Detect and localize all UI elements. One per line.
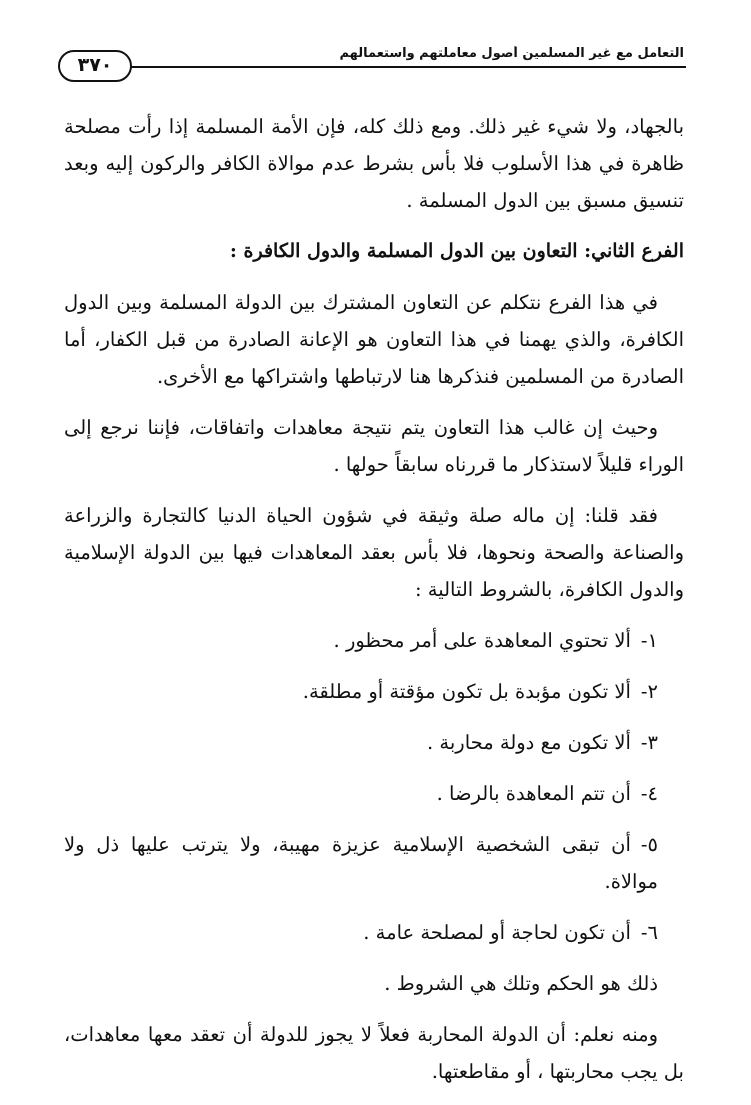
section-heading: الفرع الثاني: التعاون بين الدول المسلمة والدول الكافرة : [229,240,684,262]
condition-item-1 [64,622,684,659]
condition-text: أن تتم المعاهدة بالرضا . [436,782,631,805]
condition-number: ٢- [640,680,658,703]
page-header [58,44,686,92]
page-number-badge: ٣٧٠ [58,50,132,82]
condition-item-2 [64,673,684,710]
condition-text: ألا تحتوي المعاهدة على أمر محظور . [333,629,631,652]
condition-text: ألا تكون مؤبدة بل تكون مؤقتة أو مطلقة. [302,680,631,703]
paragraph-4: فقد قلنا: إن ماله صلة وثيقة في شؤون الحياة الدنيا كالتجارة والزراعة والصناعة والصحة ونحوها، فلا بأس بعقد المعاهدات فيها بين الدولة الإسلامية والدول الكافرة، بالشروط التالية : [64,504,684,601]
condition-number: ٦- [640,921,658,944]
condition-number: ٤- [640,782,658,805]
paragraph-1: بالجهاد، ولا شيء غير ذلك. ومع ذلك كله، فإن الأمة المسلمة إذا رأت مصلحة ظاهرة في هذا الأسلوب فلا بأس بشرط عدم موالاة الكافر والركون إليه وبعد تنسيق مسبق بين الدول المسلمة . [64,115,684,212]
condition-text: ألا تكون مع دولة محاربة . [427,731,631,754]
condition-text: أن تكون لحاجة أو لمصلحة عامة . [363,921,631,944]
condition-item-4 [64,775,684,812]
running-title: التعامل مع غير المسلمين أصول معاملتهم واستعمالهم [339,46,684,61]
condition-number: ٥- [640,833,658,856]
condition-item-3 [64,724,684,761]
condition-text: أن تبقى الشخصية الإسلامية عزيزة مهيبة، ولا يترتب عليها ذل ولا موالاة. [64,833,658,893]
condition-item-5 [64,826,684,900]
body-text [64,108,684,1104]
condition-number: ١- [640,629,658,652]
header-rule [128,66,686,68]
paragraph-6: ومنه نعلم: أن الدولة المحاربة فعلاً لا يجوز للدولة أن تعقد معها معاهدات، بل يجب محاربتها ، أو مقاطعتها. [64,1023,684,1083]
paragraph-5: ذلك هو الحكم وتلك هي الشروط . [384,972,658,995]
condition-item-6 [64,914,684,951]
condition-number: ٣- [640,731,658,754]
paragraph-2: في هذا الفرع نتكلم عن التعاون المشترك بين الدولة المسلمة وبين الدول الكافرة، والذي يهمنا في هذا التعاون هو الإعانة الصادرة من قبل الكفار، أما الصادرة من المسلمين فنذكرها هنا لارتباطها واشتراكها مع الأخرى. [64,291,684,388]
paragraph-3: وحيث إن غالب هذا التعاون يتم نتيجة معاهدات واتفاقات، فإننا نرجع إلى الوراء قليلاً لاستذكار ما قررناه سابقاً حولها . [64,416,684,476]
